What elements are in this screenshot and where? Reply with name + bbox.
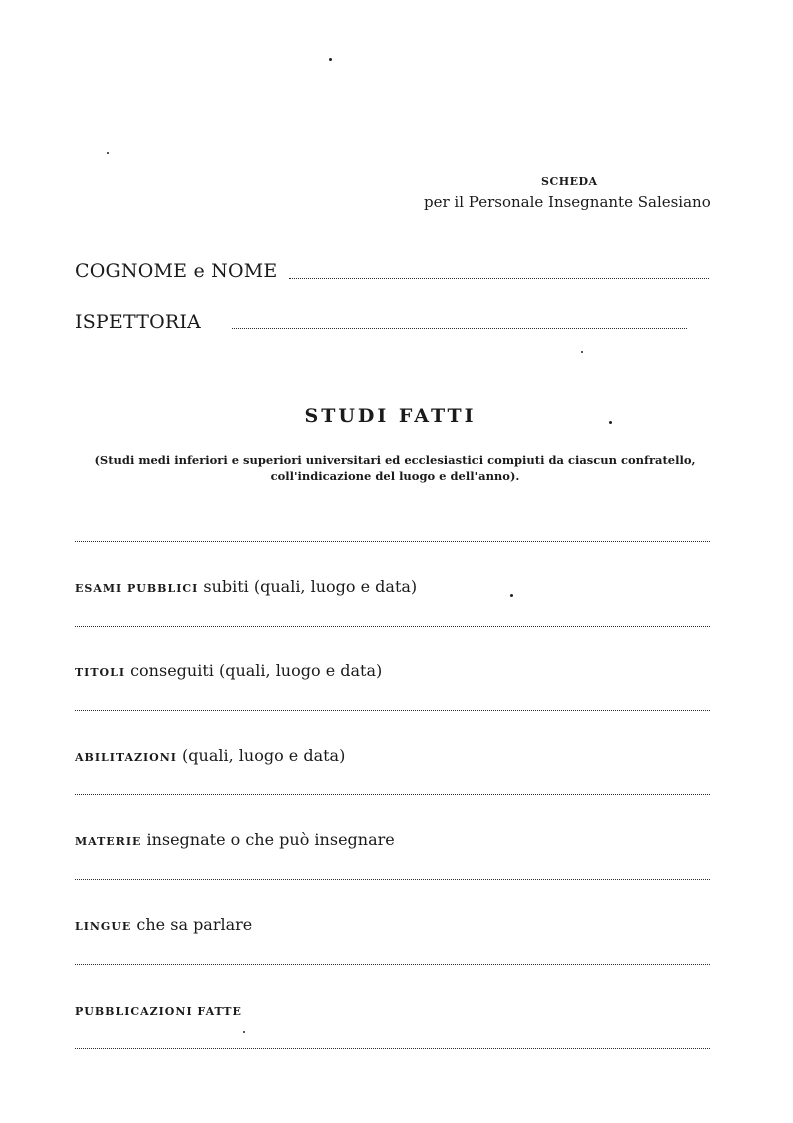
titles-heading: TITOLI bbox=[75, 666, 125, 679]
scan-speck bbox=[329, 58, 332, 61]
studies-field[interactable] bbox=[75, 541, 710, 542]
name-label: COGNOME e NOME bbox=[75, 260, 278, 282]
exams-field[interactable] bbox=[75, 626, 710, 627]
subjects-field[interactable] bbox=[75, 879, 710, 880]
titles-text: conseguiti (quali, luogo e data) bbox=[130, 661, 383, 680]
exams-text: subiti (quali, luogo e data) bbox=[203, 577, 418, 596]
scan-speck bbox=[609, 421, 612, 424]
languages-heading: LINGUE bbox=[75, 920, 132, 933]
province-field[interactable] bbox=[232, 328, 687, 329]
scan-speck bbox=[107, 152, 109, 154]
qualifications-text: (quali, luogo e data) bbox=[182, 746, 346, 765]
qualifications-heading: ABILITAZIONI bbox=[75, 751, 177, 764]
subjects-text: insegnate o che può insegnare bbox=[146, 830, 395, 849]
scan-speck bbox=[510, 594, 513, 597]
form-name: SCHEDA bbox=[541, 175, 598, 188]
form-subtitle: per il Personale Insegnante Salesiano bbox=[424, 193, 711, 211]
section-title: STUDI FATTI bbox=[304, 405, 477, 427]
exams-heading: ESAMI PUBBLICI bbox=[75, 582, 199, 595]
scan-speck bbox=[243, 1031, 245, 1033]
exams-label bbox=[75, 577, 417, 596]
name-field[interactable] bbox=[289, 278, 709, 279]
titles-field[interactable] bbox=[75, 710, 710, 711]
subjects-heading: MATERIE bbox=[75, 835, 142, 848]
languages-field[interactable] bbox=[75, 964, 710, 965]
studies-note: (Studi medi inferiori e superiori universitari ed ecclesiastici compiuti da ciascun confratello, coll'indicazione del luogo e dell'anno). bbox=[94, 453, 696, 483]
qualifications-label bbox=[75, 746, 345, 765]
scan-speck bbox=[581, 351, 583, 353]
publications-heading: PUBBLICAZIONI FATTE bbox=[75, 1005, 242, 1018]
publications-label bbox=[75, 1000, 242, 1019]
titles-label bbox=[75, 661, 382, 680]
subjects-label bbox=[75, 830, 395, 849]
province-label: ISPETTORIA bbox=[75, 311, 201, 333]
languages-text: che sa parlare bbox=[136, 915, 253, 934]
publications-field[interactable] bbox=[75, 1048, 710, 1049]
qualifications-field[interactable] bbox=[75, 794, 710, 795]
languages-label bbox=[75, 915, 252, 934]
